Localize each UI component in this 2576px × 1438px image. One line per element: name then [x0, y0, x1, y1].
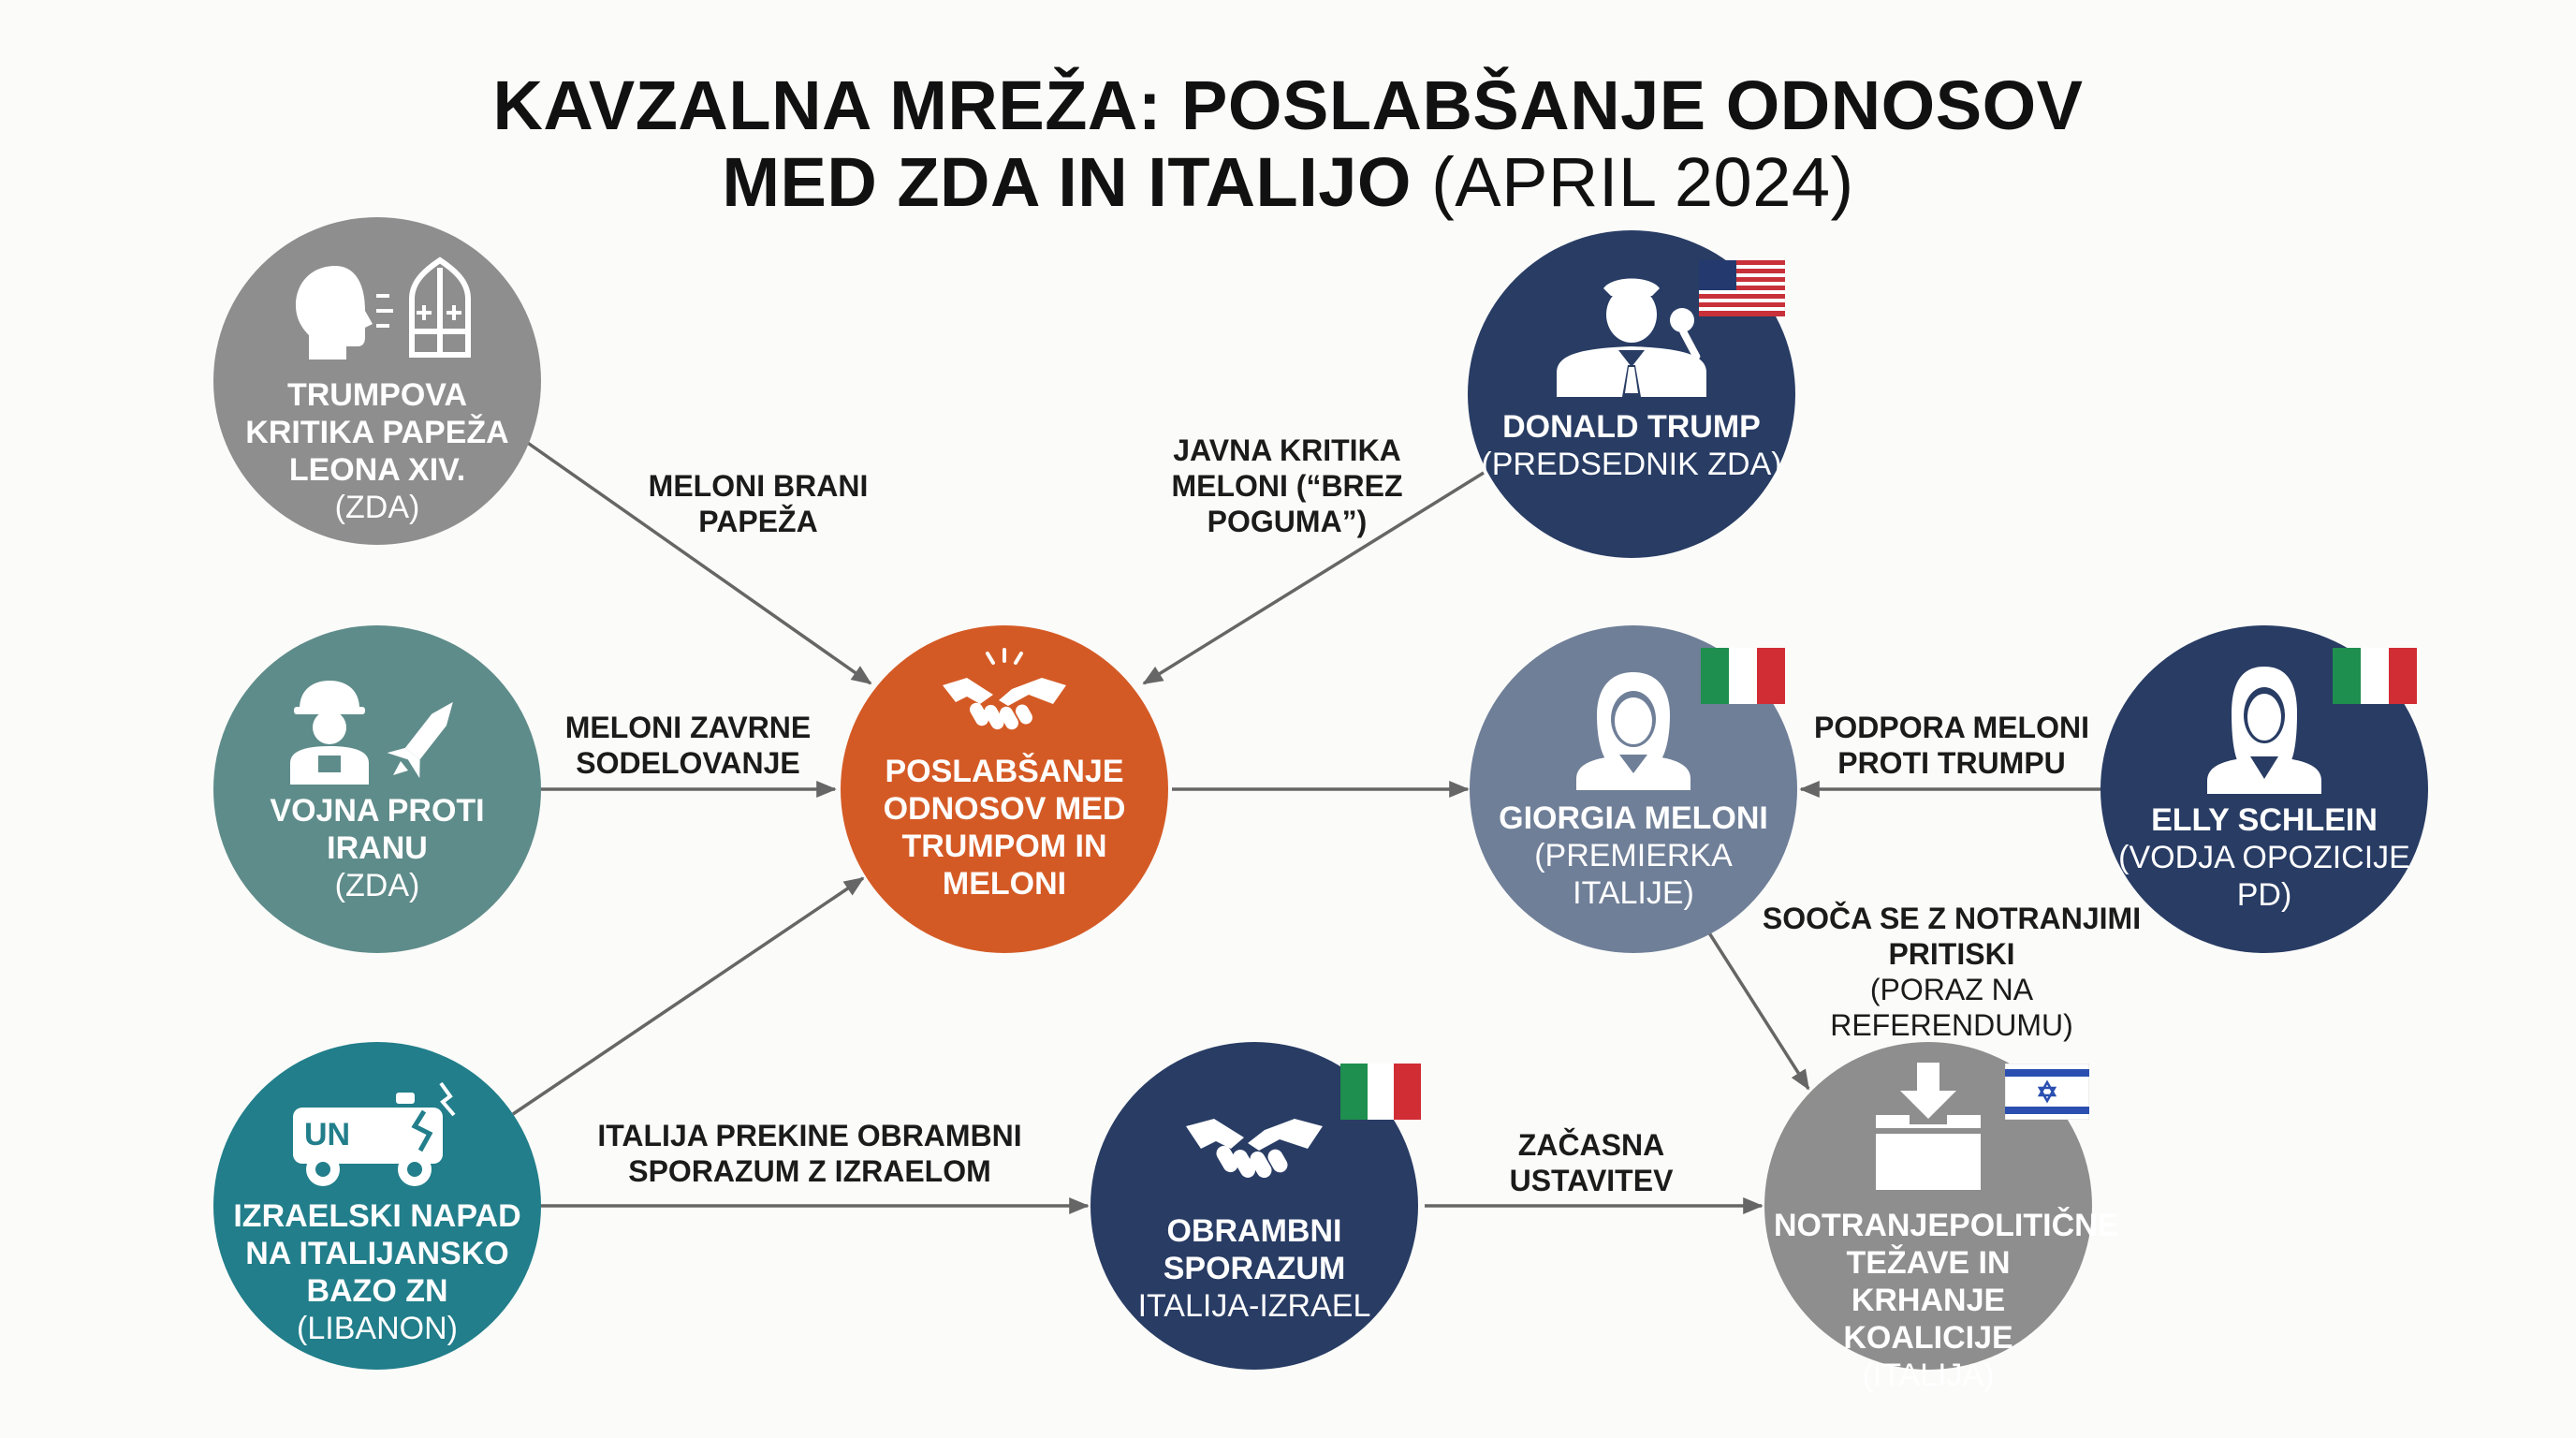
node-label: GIORGIA MELONI — [1499, 800, 1768, 836]
node-iran-war — [213, 625, 541, 953]
node-sublabel: (ZDA) — [334, 490, 420, 525]
node-sublabel: (ITALIJA) — [1862, 1357, 1995, 1393]
node-relations — [841, 625, 1168, 953]
edge-label-schlein-to-meloni: PODPORA MELONI PROTI TRUMPU — [1814, 711, 2089, 780]
speaking-person-and-pope-mitre-icon — [279, 257, 476, 369]
damaged-un-vehicle-icon — [284, 1079, 471, 1192]
edge-label-iran-to-relations: MELONI ZAVRNE SODELOVANJE — [564, 711, 812, 780]
node-sublabel: (ZDA) — [334, 868, 420, 903]
edge-label-pope-to-relations: MELONI BRANI PAPEŽA — [648, 469, 869, 538]
node-label: TRUMPOVA KRITIKA PAPEŽA LEONA XIV. — [245, 377, 509, 488]
title-main: MED ZDA IN ITALIJO — [722, 143, 1412, 221]
woman-portrait-icon — [2203, 663, 2325, 794]
edge-label-trump-to-relations: JAVNA KRITIKA MELONI (“BREZ POGUMA”) — [1171, 433, 1403, 538]
edge-label-defense-to-domestic: ZAČASNA USTAVITEV — [1509, 1128, 1674, 1197]
italy-flag-icon — [1701, 648, 1785, 704]
edge-label-meloni-to-domestic — [1750, 901, 2153, 1043]
italy-flag-icon — [1340, 1064, 1421, 1120]
handshake-icon — [1182, 1098, 1326, 1192]
arrow-un-to-relations — [513, 878, 863, 1114]
svg-text:UN: UN — [304, 1117, 351, 1152]
node-label: IZRAELSKI NAPAD NA ITALIJANSKO BAZO ZN — [233, 1198, 521, 1309]
node-label: POSLABŠANJE ODNOSOV MED TRUMPOM IN MELONI — [883, 754, 1126, 902]
man-at-microphone-icon — [1538, 275, 1725, 397]
node-label: VOJNA PROTI IRANU — [270, 793, 485, 866]
node-un-attack — [213, 1042, 541, 1370]
italy-flag-icon — [2333, 648, 2417, 704]
page-title-line-1: KAVZALNA MREŽA: POSLABŠANJE ODNOSOV — [492, 66, 2084, 144]
usa-flag-icon — [1699, 260, 1785, 316]
edge-label-un-to-defense: ITALIJA PREKINE OBRAMBNI SPORAZUM Z IZRAELOM — [597, 1119, 1022, 1188]
node-label: NOTRANJEPOLITIČNE TEŽAVE IN KRHANJE KOALICIJE — [1774, 1208, 2119, 1356]
ballot-box-icon — [1872, 1063, 1984, 1194]
edge-label-meloni-to-domestic-main: SOOČA SE Z NOTRANJIMI PRITISKI — [1762, 902, 2142, 971]
node-label: DONALD TRUMP — [1502, 409, 1761, 445]
title-date: (APRIL 2024) — [1431, 143, 1854, 221]
breaking-handshake-icon — [939, 646, 1070, 740]
israel-flag-icon — [2005, 1064, 2089, 1120]
edge-label-meloni-to-domestic-sub: (PORAZ NA REFERENDUMU) — [1830, 973, 2073, 1042]
woman-portrait-icon — [1573, 668, 1694, 790]
node-sublabel: ITALIJA-IZRAEL — [1137, 1288, 1371, 1324]
node-sublabel: (PREMIERKA ITALIJE) — [1534, 838, 1733, 911]
node-label: OBRAMBNI SPORAZUM — [1163, 1213, 1346, 1286]
node-sublabel: (LIBANON) — [297, 1311, 458, 1346]
node-pope-criticism — [213, 217, 541, 545]
node-sublabel: (VODJA OPOZICIJE PD) — [2118, 840, 2410, 913]
node-sublabel: (PREDSEDNIK ZDA) — [1481, 447, 1782, 482]
node-label: ELLY SCHLEIN — [2151, 802, 2378, 838]
soldier-and-missile-icon — [281, 677, 477, 785]
